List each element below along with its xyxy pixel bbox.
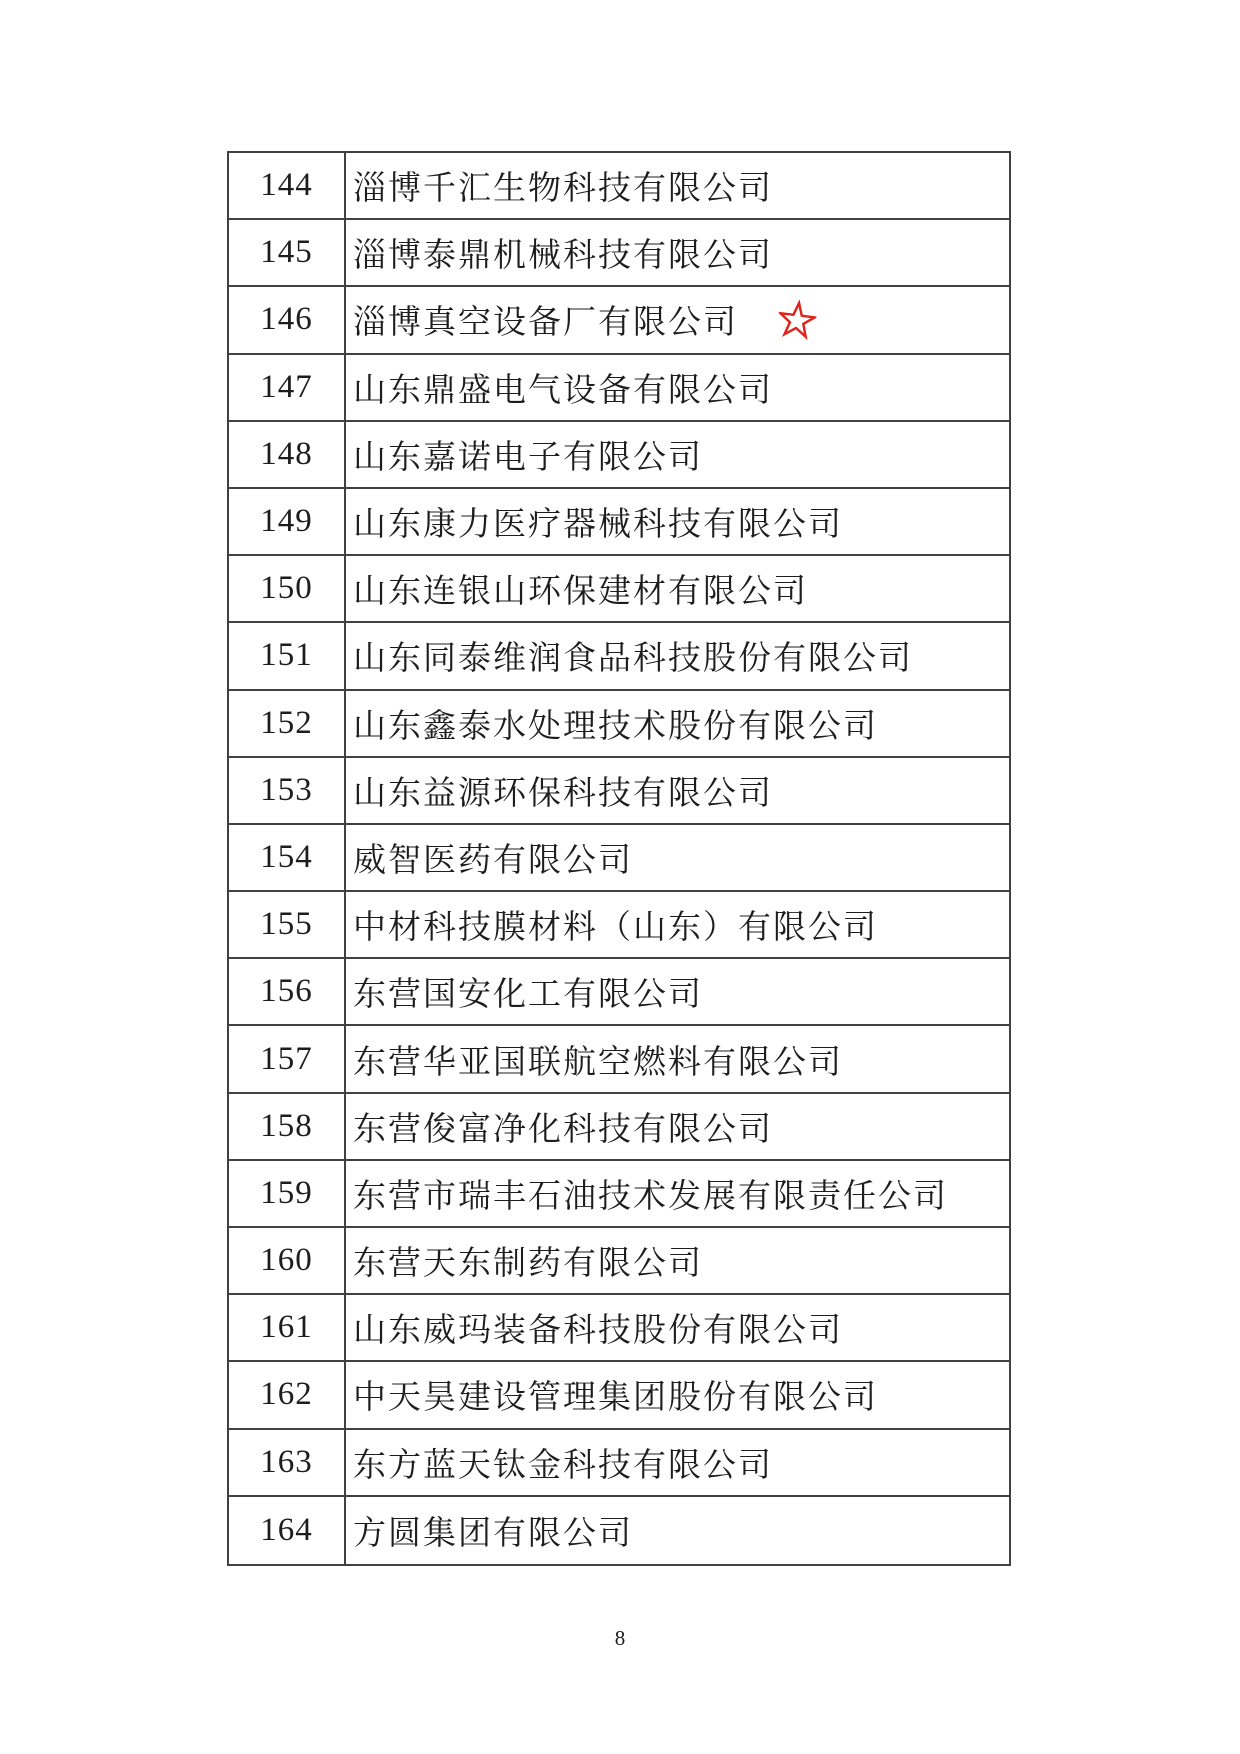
company-name-cell xyxy=(346,422,1009,487)
company-name-cell xyxy=(346,355,1009,420)
row-number-cell: 144 xyxy=(229,153,346,218)
table-row xyxy=(229,825,1009,892)
company-name-text: 东方蓝天钛金科技有限公司 xyxy=(353,1447,773,1484)
company-name-cell xyxy=(346,287,1009,352)
company-name-text: 山东同泰维润食品科技股份有限公司 xyxy=(353,641,913,678)
row-number-cell: 162 xyxy=(229,1362,346,1427)
table-row xyxy=(229,623,1009,690)
company-name-cell xyxy=(346,691,1009,756)
company-name-text: 淄博泰鼎机械科技有限公司 xyxy=(353,238,773,275)
row-number-cell: 151 xyxy=(229,623,346,688)
table-row xyxy=(229,959,1009,1026)
company-name-text: 山东威玛装备科技股份有限公司 xyxy=(353,1313,843,1350)
company-name-cell xyxy=(346,1094,1009,1159)
company-name-text: 东营市瑞丰石油技术发展有限责任公司 xyxy=(353,1178,948,1215)
company-name-cell xyxy=(346,825,1009,890)
table-row xyxy=(229,1362,1009,1429)
table-row xyxy=(229,892,1009,959)
company-name-cell xyxy=(346,623,1009,688)
company-name-text: 威智医药有限公司 xyxy=(353,842,633,879)
company-name-cell xyxy=(346,1228,1009,1293)
row-number-cell: 158 xyxy=(229,1094,346,1159)
company-name-cell xyxy=(346,959,1009,1024)
row-number-cell: 145 xyxy=(229,220,346,285)
row-number-cell: 146 xyxy=(229,287,346,352)
company-name-text: 中材科技膜材料（山东）有限公司 xyxy=(353,910,878,947)
company-name-text: 山东鼎盛电气设备有限公司 xyxy=(353,372,773,409)
page-number: 8 xyxy=(614,1626,626,1650)
row-number-cell: 160 xyxy=(229,1228,346,1293)
company-name-cell xyxy=(346,1497,1009,1564)
company-name-cell xyxy=(346,1295,1009,1360)
table-row xyxy=(229,1228,1009,1295)
table-row xyxy=(229,758,1009,825)
row-number-cell: 157 xyxy=(229,1026,346,1091)
company-name-text: 方圆集团有限公司 xyxy=(353,1515,633,1552)
company-name-cell xyxy=(346,220,1009,285)
table-row xyxy=(229,1430,1009,1497)
company-name-text: 东营国安化工有限公司 xyxy=(353,977,703,1014)
table-row xyxy=(229,489,1009,556)
company-name-cell xyxy=(346,489,1009,554)
star-icon xyxy=(778,299,816,341)
company-name-text: 东营华亚国联航空燃料有限公司 xyxy=(353,1044,843,1081)
row-number-cell: 159 xyxy=(229,1161,346,1226)
table-row xyxy=(229,1026,1009,1093)
table-row xyxy=(229,355,1009,422)
company-name-text: 山东益源环保科技有限公司 xyxy=(353,775,773,812)
company-name-cell xyxy=(346,1026,1009,1091)
company-name-text: 东营天东制药有限公司 xyxy=(353,1246,703,1283)
company-name-cell xyxy=(346,556,1009,621)
company-name-cell xyxy=(346,758,1009,823)
table-row xyxy=(229,1497,1009,1564)
row-number-cell: 153 xyxy=(229,758,346,823)
row-number-cell: 163 xyxy=(229,1430,346,1495)
row-number-cell: 147 xyxy=(229,355,346,420)
table-row xyxy=(229,422,1009,489)
table-row xyxy=(229,287,1009,354)
company-name-cell xyxy=(346,1161,1009,1226)
company-name-text: 山东连银山环保建材有限公司 xyxy=(353,574,808,611)
row-number-cell: 164 xyxy=(229,1497,346,1564)
table-row xyxy=(229,220,1009,287)
row-number-cell: 149 xyxy=(229,489,346,554)
company-name-text: 山东嘉诺电子有限公司 xyxy=(353,439,703,476)
row-number-cell: 154 xyxy=(229,825,346,890)
company-name-text: 淄博真空设备厂有限公司 xyxy=(353,305,738,342)
company-table xyxy=(227,151,1011,1566)
table-row xyxy=(229,556,1009,623)
company-name-cell xyxy=(346,1362,1009,1427)
table-row xyxy=(229,1094,1009,1161)
company-name-text: 淄博千汇生物科技有限公司 xyxy=(353,171,773,208)
row-number-cell: 155 xyxy=(229,892,346,957)
table-row xyxy=(229,1161,1009,1228)
company-name-cell xyxy=(346,892,1009,957)
table-row xyxy=(229,153,1009,220)
row-number-cell: 152 xyxy=(229,691,346,756)
company-name-cell xyxy=(346,153,1009,218)
row-number-cell: 148 xyxy=(229,422,346,487)
table-row xyxy=(229,1295,1009,1362)
company-name-text: 山东鑫泰水处理技术股份有限公司 xyxy=(353,708,878,745)
table-row xyxy=(229,691,1009,758)
row-number-cell: 156 xyxy=(229,959,346,1024)
company-name-text: 中天昊建设管理集团股份有限公司 xyxy=(353,1380,878,1417)
company-name-text: 东营俊富净化科技有限公司 xyxy=(353,1111,773,1148)
company-name-cell xyxy=(346,1430,1009,1495)
row-number-cell: 150 xyxy=(229,556,346,621)
row-number-cell: 161 xyxy=(229,1295,346,1360)
company-name-text: 山东康力医疗器械科技有限公司 xyxy=(353,507,843,544)
